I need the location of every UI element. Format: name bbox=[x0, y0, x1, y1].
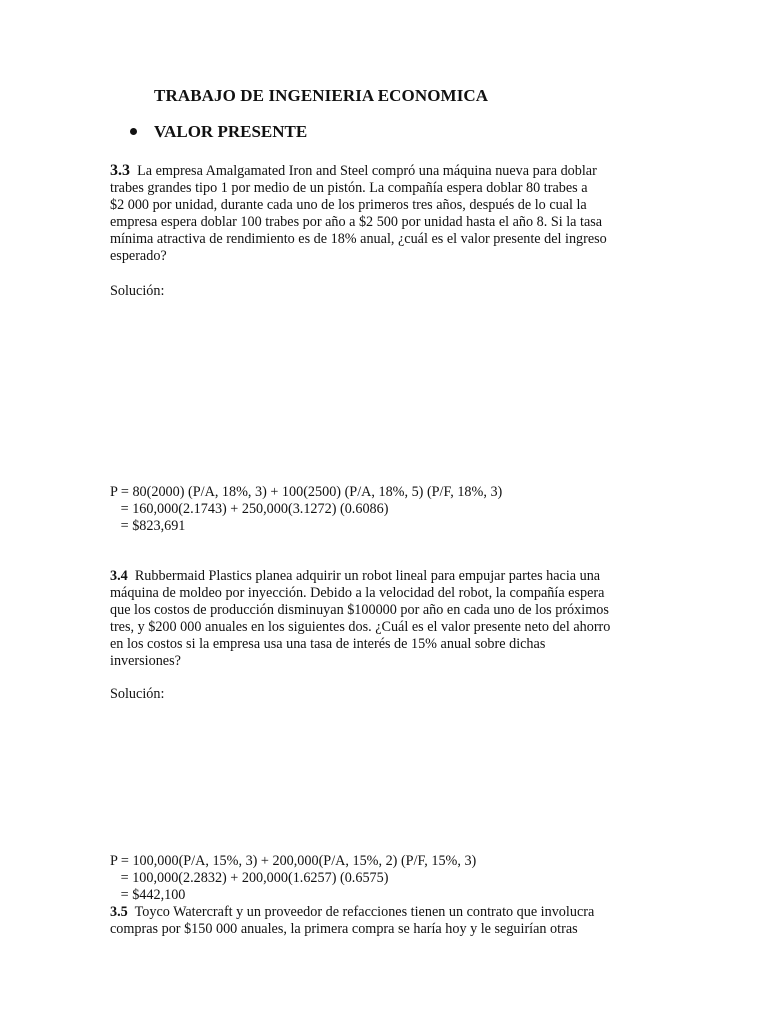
problem-line: tres, y $200 000 anuales en los siguientes dos. ¿Cuál es el valor presente neto del ahorro bbox=[110, 619, 611, 635]
bullet-icon bbox=[130, 128, 137, 135]
problem-line: empresa espera doblar 100 trabes por año a $2 500 por unidad hasta el año 8. Si la tasa bbox=[110, 214, 603, 230]
problem-line: en los costos si la empresa usa una tasa de interés de 15% anual sobre dichas bbox=[110, 636, 546, 652]
problem-number: 3.5 bbox=[110, 904, 128, 920]
formula-line: = $823,691 bbox=[110, 518, 186, 534]
problem-line: máquina de moldeo por inyección. Debido a la velocidad del robot, la compañía espera bbox=[110, 585, 605, 601]
formula-line: = 100,000(2.2832) + 200,000(1.6257) (0.6575) bbox=[110, 870, 389, 886]
solution-label: Solución: bbox=[110, 686, 165, 702]
problem-line: 3.5 Toyco Watercraft y un proveedor de refacciones tienen un contrato que involucra bbox=[110, 904, 595, 920]
formula-line: P = 80(2000) (P/A, 18%, 3) + 100(2500) (P/A, 18%, 5) (P/F, 18%, 3) bbox=[110, 484, 503, 500]
problem-number: 3.3 bbox=[110, 162, 130, 179]
problem-line: mínima atractiva de rendimiento es de 18% anual, ¿cuál es el valor presente del ingreso bbox=[110, 231, 607, 247]
problem-line: 3.3 La empresa Amalgamated Iron and Steel compró una máquina nueva para doblar bbox=[110, 162, 597, 179]
problem-3-3-formula bbox=[110, 484, 502, 535]
problem-3-5-statement bbox=[110, 904, 670, 938]
formula-line: P = 100,000(P/A, 15%, 3) + 200,000(P/A, 15%, 2) (P/F, 15%, 3) bbox=[110, 853, 477, 869]
problem-3-4-formula bbox=[110, 853, 476, 904]
problem-line: compras por $150 000 anuales, la primera compra se haría hoy y le seguirían otras bbox=[110, 921, 578, 937]
solution-label: Solución: bbox=[110, 283, 165, 299]
problem-line: 3.4 Rubbermaid Plastics planea adquirir un robot lineal para empujar partes hacia una bbox=[110, 568, 601, 584]
problem-line: $2 000 por unidad, durante cada uno de los primeros tres años, después de lo cual la bbox=[110, 197, 587, 213]
problem-line: que los costos de producción disminuyan $100000 por año en cada uno de los próximos bbox=[110, 602, 609, 618]
problem-line: trabes grandes tipo 1 por medio de un pistón. La compañía espera doblar 80 trabes a bbox=[110, 180, 588, 196]
problem-3-4-statement bbox=[110, 568, 670, 670]
formula-line: = 160,000(2.1743) + 250,000(3.1272) (0.6086) bbox=[110, 501, 389, 517]
problem-line: esperado? bbox=[110, 248, 167, 264]
problem-line: inversiones? bbox=[110, 653, 181, 669]
document-title: TRABAJO DE INGENIERIA ECONOMICA bbox=[154, 86, 489, 105]
section-heading bbox=[130, 122, 307, 142]
formula-line: = $442,100 bbox=[110, 887, 186, 903]
problem-number: 3.4 bbox=[110, 568, 128, 584]
section-heading-text: VALOR PRESENTE bbox=[154, 122, 308, 141]
problem-3-3-statement bbox=[110, 162, 670, 265]
